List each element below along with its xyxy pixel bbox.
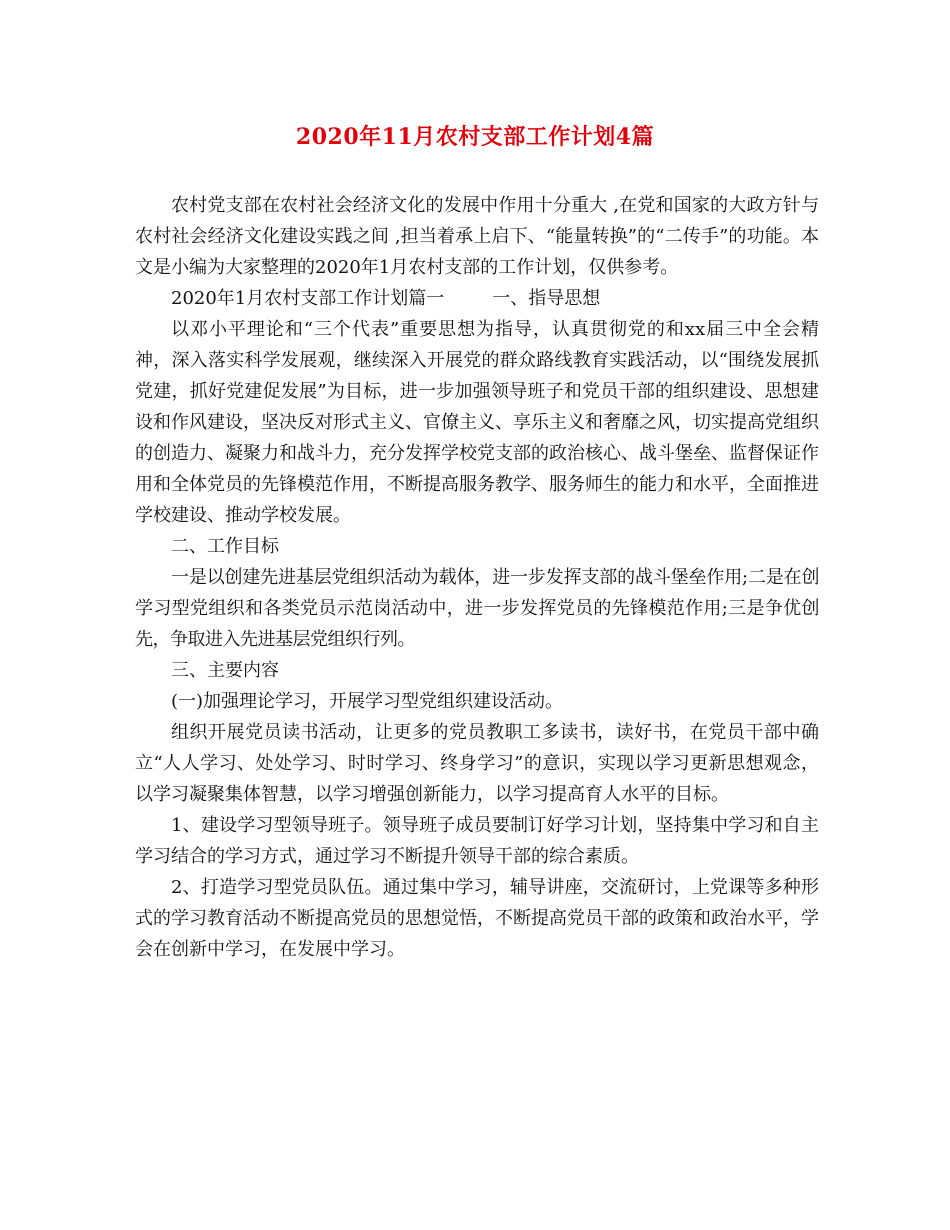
subsection-heading: (一)加强理论学习，开展学习型党组织建设活动。 — [171, 691, 564, 712]
list-item-2: 2、打造学习型党员队伍。通过集中学习，辅导讲座，交流研讨，上党课等多种形式的学习教育活动不断提高党员的思想觉悟，不断提高党员干部的政策和政治水平，学会在创新中学习，在发展中学习。 — [135, 877, 819, 960]
intro-paragraph: 农村党支部在农村社会经济文化的发展中作用十分重大 ,在党和国家的大政方针与农村社会经济文化建设实践之间 ,担当着承上启下、“能量转换”的“二传手”的功能。本文是小编为大家整理的2020年1月农村支部的工作计划，仅供参考。 — [135, 195, 819, 278]
document-title: 2020年11月农村支部工作计划4篇 — [295, 124, 655, 150]
list-item-1: 1、建设学习型领导班子。领导班子成员要制订好学习计划，坚持集中学习和自主学习结合的学习方式，通过学习不断提升领导干部的综合素质。 — [135, 815, 819, 867]
work-goals-heading: 二、工作目标 — [171, 536, 279, 557]
section-heading — [135, 283, 819, 314]
document-body — [135, 190, 819, 965]
reading-activity-paragraph: 组织开展党员读书活动，让更多的党员教职工多读书，读好书，在党员干部中确立“人人学习、处处学习、时时学习、终身学习”的意识，实现以学习更新思想观念，以学习凝聚集体智慧，以学习增强创新能力，以学习提高育人水平的目标。 — [135, 722, 819, 805]
guiding-ideology-paragraph: 以邓小平理论和“三个代表”重要思想为指导，认真贯彻党的和xx届三中全会精神，深入落实科学发展观，继续深入开展党的群众路线教育实践活动，以“围绕发展抓党建，抓好党建促发展”为目标，进一步加强领导班子和党员干部的组织建设、思想建设和作风建设，坚决反对形式主义、官僚主义、享乐主义和奢靡之风，切实提高党组织的创造力、凝聚力和战斗力，充分发挥学校党支部的政治核心、战斗堡垒、监督保证作用和全体党员的先锋模范作用，不断提高服务教学、服务师生的能力和水平，全面推进学校建设、推动学校发展。 — [135, 319, 819, 526]
section-heading-subtitle: 一、指导思想 — [492, 288, 601, 309]
section-heading-title: 2020年1月农村支部工作计划篇一 — [171, 288, 445, 309]
work-goals-paragraph: 一是以创建先进基层党组织活动为载体，进一步发挥支部的战斗堡垒作用;二是在创学习型党组织和各类党员示范岗活动中，进一步发挥党员的先锋模范作用;三是争优创先，争取进入先进基层党组织行列。 — [135, 567, 819, 650]
main-content-heading: 三、主要内容 — [171, 660, 279, 681]
